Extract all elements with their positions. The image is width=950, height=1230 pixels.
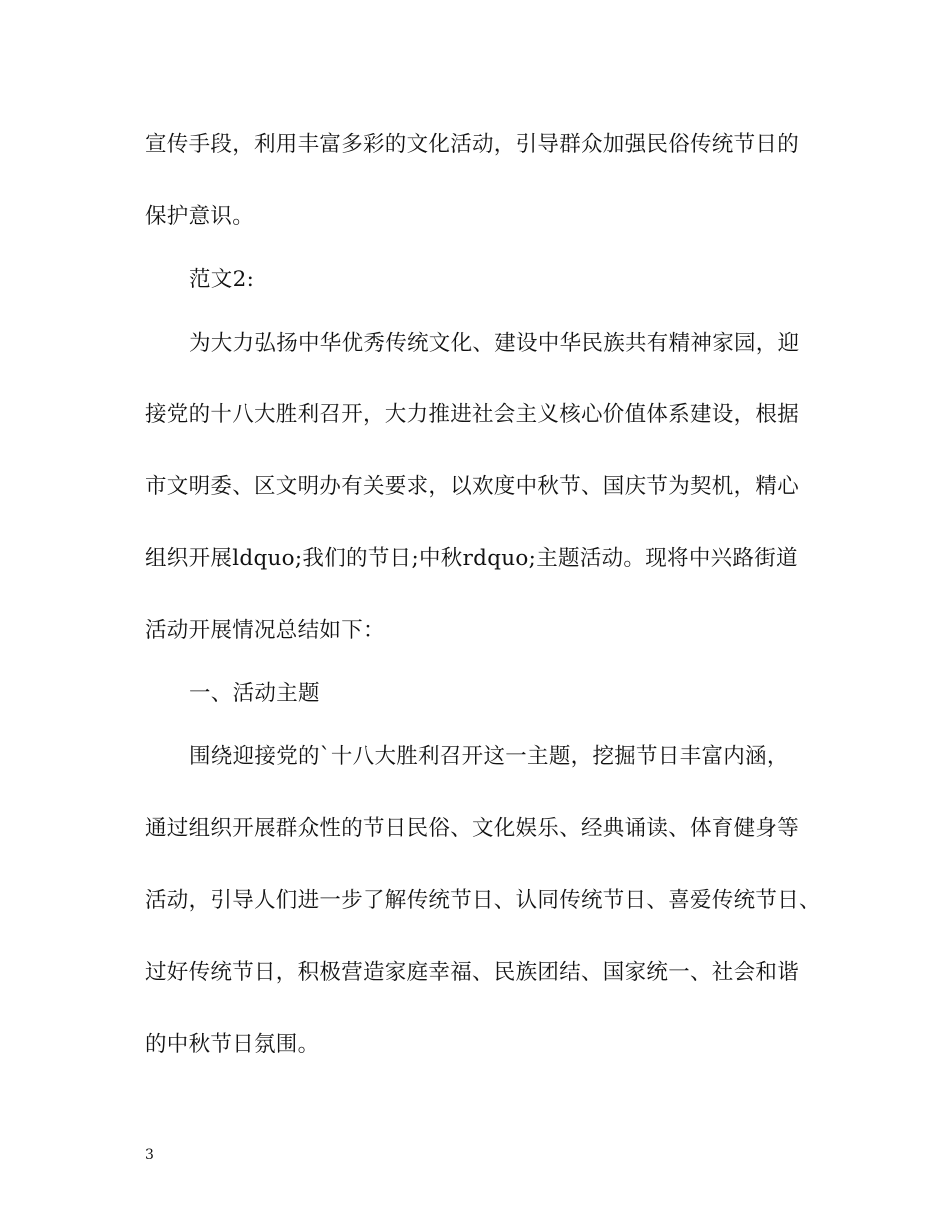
text-line: 组织开展ldquo;我们的节日;中秋rdquo;主题活动。现将中兴路街道 <box>145 546 798 571</box>
page-number: 3 <box>145 1147 154 1163</box>
text-line: 通过组织开展群众性的节日民俗、文化娱乐、经典诵读、体育健身等 <box>145 816 800 841</box>
paragraph-start-line: 为大力弘扬中华优秀传统文化、建设中华民族共有精神家园，迎 <box>189 331 800 356</box>
text-line: 过好传统节日，积极营造家庭幸福、民族团结、国家统一、社会和谐 <box>145 960 800 985</box>
text-line: 市文明委、区文明办有关要求，以欢度中秋节、国庆节为契机，精心 <box>145 474 800 499</box>
text-line: 接党的十八大胜利召开，大力推进社会主义核心价值体系建设，根据 <box>145 402 800 427</box>
section-heading: 一、活动主题 <box>189 681 320 706</box>
section-label: 范文2: <box>189 267 255 292</box>
text-line: 的中秋节日氛围。 <box>145 1032 320 1057</box>
text-line: 活动，引导人们进一步了解传统节日、认同传统节日、喜爱传统节日、 <box>145 888 821 913</box>
text-line: 活动开展情况总结如下： <box>145 618 385 643</box>
text-line: 宣传手段，利用丰富多彩的文化活动，引导群众加强民俗传统节日的 <box>145 132 800 157</box>
paragraph-start-line: 围绕迎接党的`十八大胜利召开这一主题，挖掘节日丰富内涵， <box>189 744 789 769</box>
text-line: 保护意识。 <box>145 204 255 229</box>
